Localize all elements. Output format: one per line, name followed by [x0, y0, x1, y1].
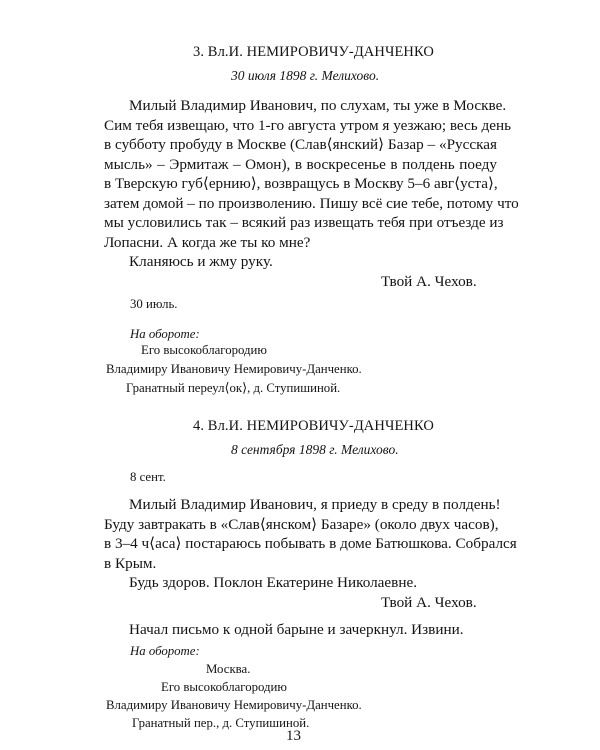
- letter-4-closing: Будь здоров. Поклон Екатерине Николаевне.: [129, 574, 417, 591]
- letter-3-line: Лопасни. А когда же ты ко мне?: [104, 234, 311, 251]
- letter-3-line: мысль» – Эрмитаж – Омон), в воскресенье в полдень поеду: [104, 156, 497, 173]
- letter-4-line: в 3–4 ч⟨аса⟩ постараюсь побывать в доме Батюшкова. Собрался: [104, 535, 517, 552]
- letter-3-line: затем домой – по произволению. Пишу всё сие тебе, потому что: [104, 195, 519, 212]
- letter-3-line: в субботу пробуду в Москве (Слав⟨янский⟩ Базар – «Русская: [104, 136, 497, 153]
- letter-4-line: Милый Владимир Иванович, я приеду в среду в полдень!: [129, 496, 501, 513]
- letter-4-reverse-line: Москва.: [206, 662, 251, 676]
- letter-4-reverse-line: Его высокоблагородию: [161, 680, 287, 694]
- letter-3-closing: Кланяюсь и жму руку.: [129, 253, 273, 270]
- letter-4-reverse-line: Владимиру Ивановичу Немировичу-Данченко.: [106, 698, 362, 712]
- letter-3-reverse-label: На обороте:: [130, 327, 200, 341]
- letter-4-note-date: 8 сент.: [130, 470, 166, 484]
- letter-4-reverse-label: На обороте:: [130, 644, 200, 658]
- letter-3-reverse-line: Владимиру Ивановичу Немировичу-Данченко.: [106, 362, 362, 376]
- letter-4-signature: Твой А. Чехов.: [381, 594, 477, 611]
- letter-3-signature: Твой А. Чехов.: [381, 273, 477, 290]
- letter-3-line: мы условились так – всякий раз извещать тебя при отъезде из: [104, 214, 504, 231]
- letter-3-note-date: 30 июль.: [130, 297, 178, 311]
- letter-3-line: Милый Владимир Иванович, по слухам, ты уже в Москве.: [129, 97, 507, 114]
- letter-3-title: 3. Вл.И. НЕМИРОВИЧУ-ДАНЧЕНКО: [193, 44, 434, 60]
- letter-3-reverse-line: Гранатный переул⟨ок⟩, д. Ступишиной.: [126, 381, 341, 395]
- letter-4-line: в Крым.: [104, 555, 157, 572]
- letter-4-date: 8 сентября 1898 г. Мелихово.: [231, 442, 399, 457]
- letter-3-date: 30 июля 1898 г. Мелихово.: [231, 68, 380, 83]
- letter-3-line: Сим тебя извещаю, что 1-го августа утром я уезжаю; весь день: [104, 117, 512, 134]
- letter-4-reverse-line: Гранатный пер., д. Ступишиной.: [132, 716, 310, 730]
- letter-4-title: 4. Вл.И. НЕМИРОВИЧУ-ДАНЧЕНКО: [193, 418, 434, 434]
- letter-4-postscript: Начал письмо к одной барыне и зачеркнул. Извини.: [129, 621, 464, 638]
- letter-4-line: Буду завтракать в «Слав⟨янском⟩ Базаре» (около двух часов),: [104, 516, 499, 533]
- page-number: 13: [286, 728, 301, 744]
- letter-3-reverse-line: Его высокоблагородию: [141, 343, 267, 357]
- letter-3-line: в Тверскую губ⟨ернию⟩, возвращусь в Москву 5–6 авг⟨уста⟩,: [104, 175, 498, 192]
